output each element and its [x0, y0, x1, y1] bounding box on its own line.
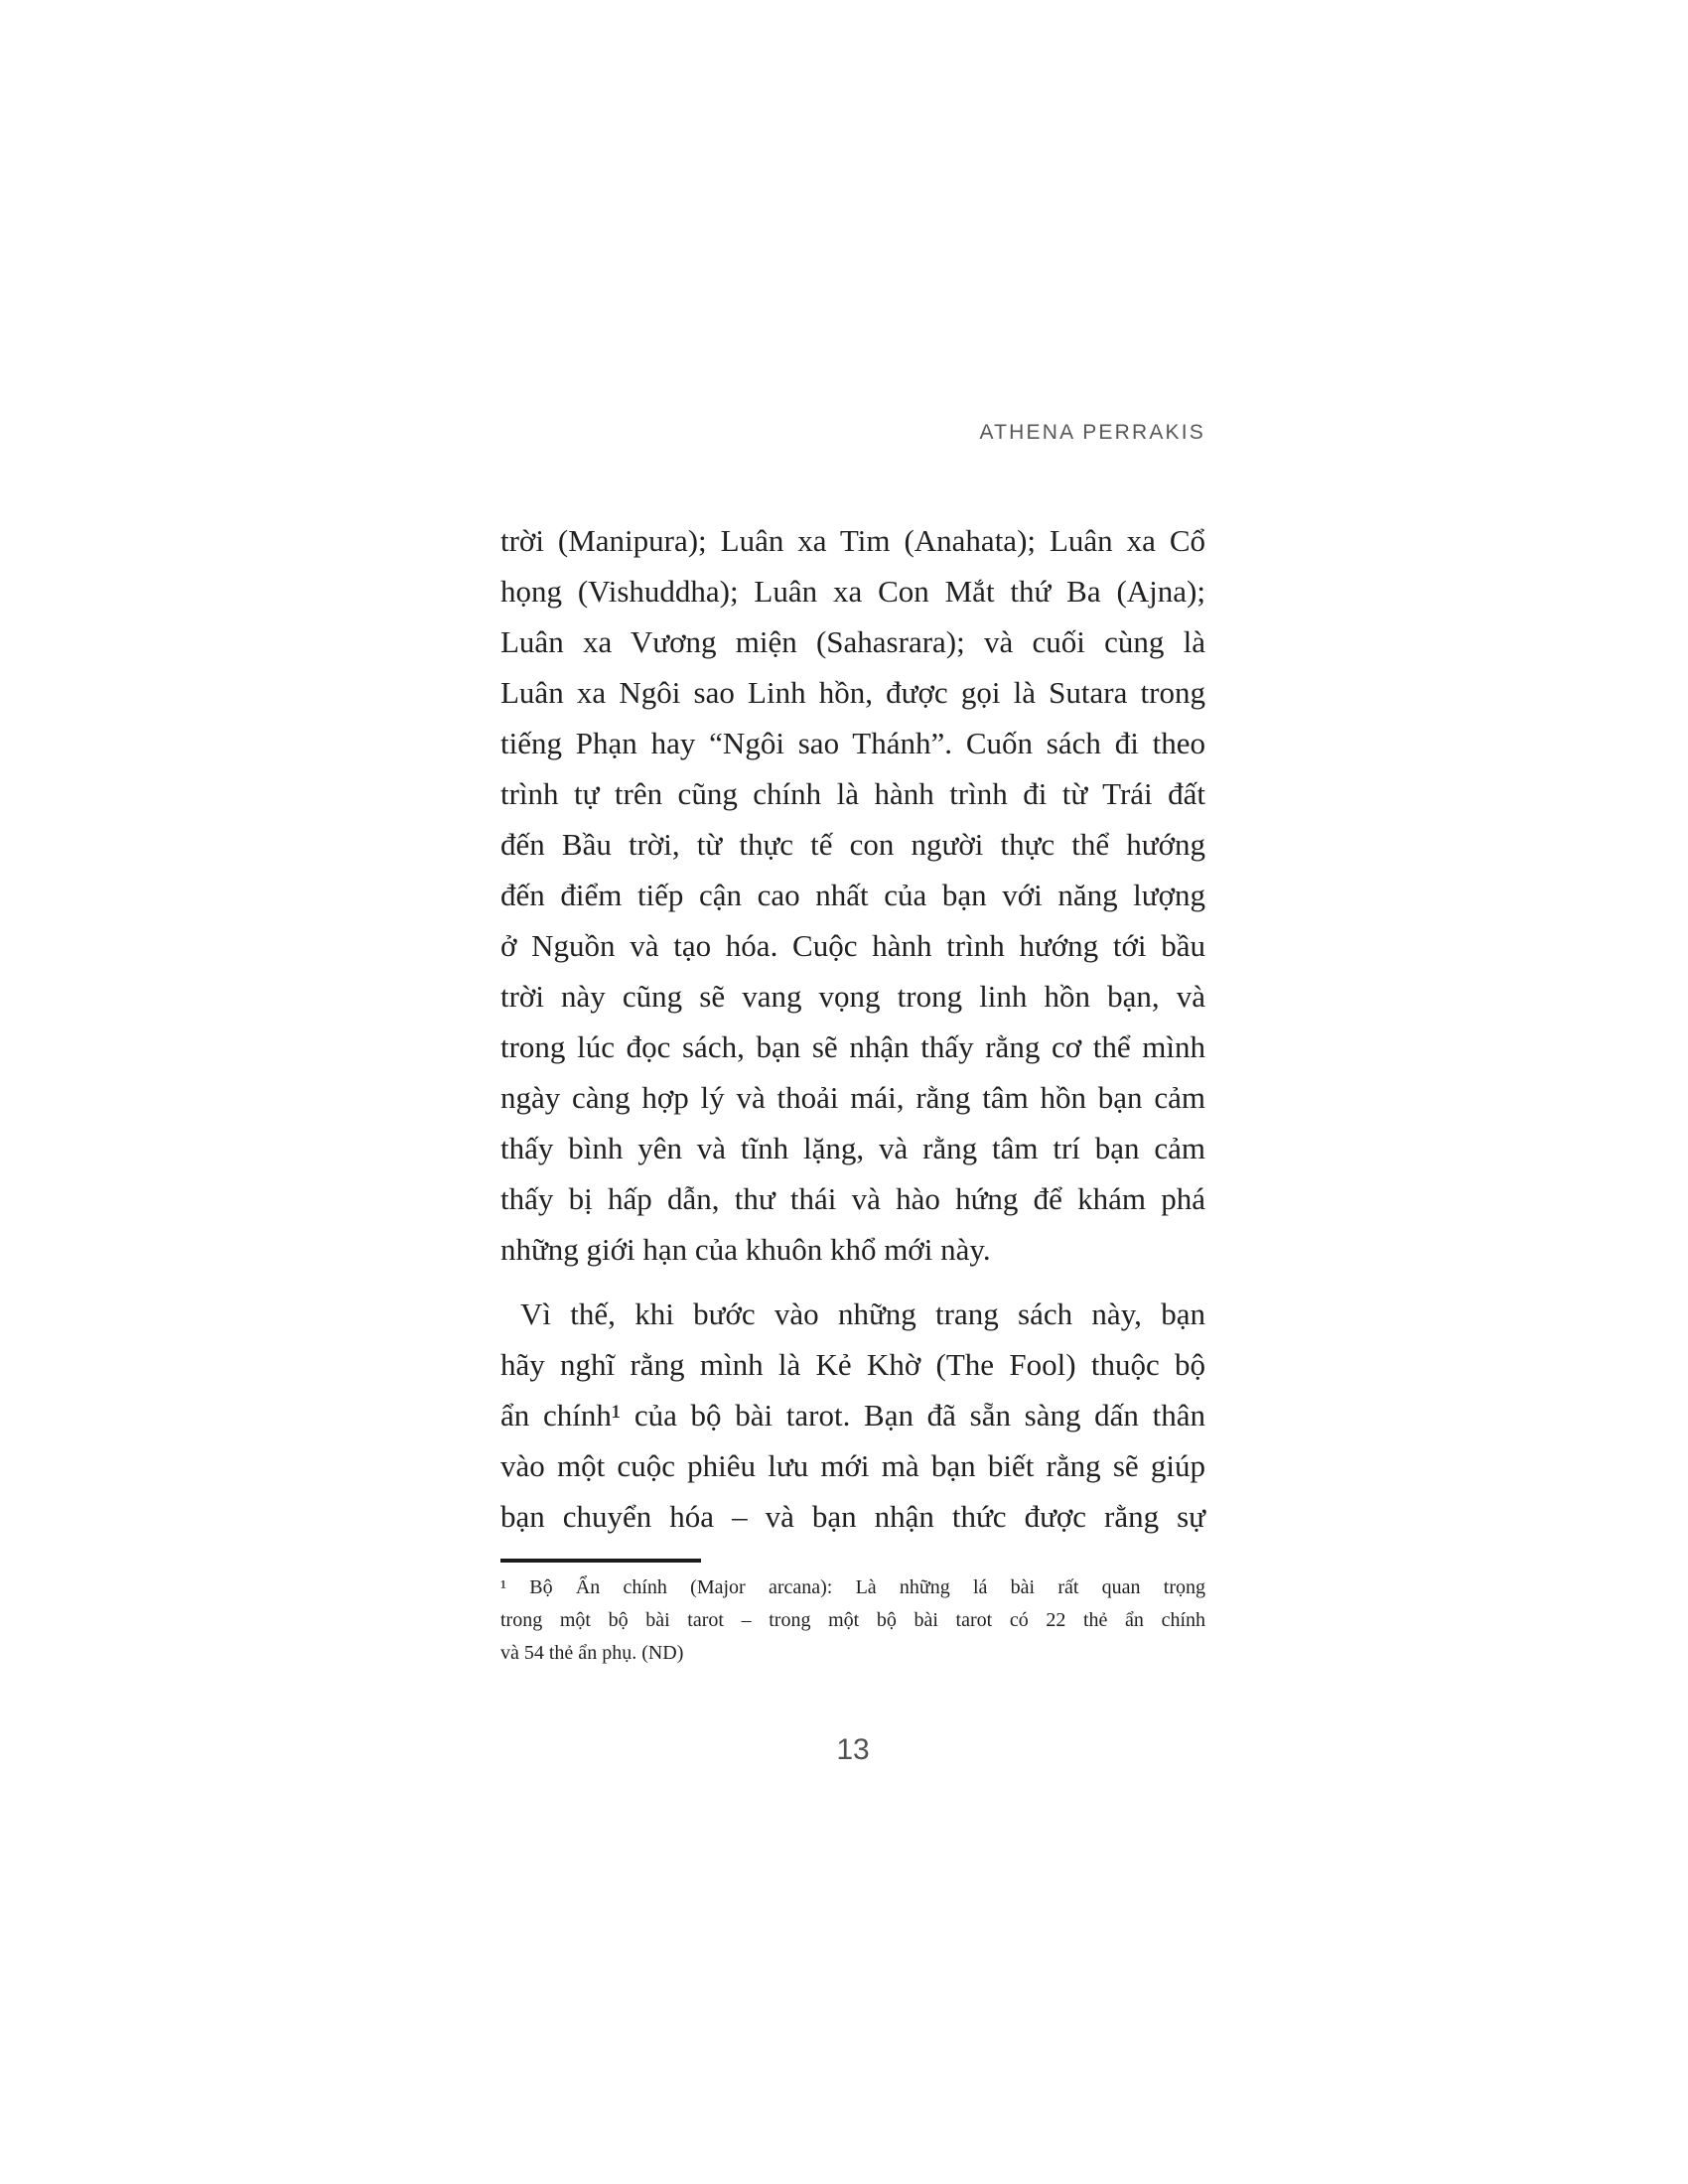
- footnote-block: [500, 1571, 1205, 1670]
- body-line: ẩn chính¹ của bộ bài tarot. Bạn đã sẵn sàng dấn thân: [500, 1398, 1205, 1433]
- body-line: tiếng Phạn hay “Ngôi sao Thánh”. Cuốn sách đi theo: [500, 726, 1205, 760]
- body-line: vào một cuộc phiêu lưu mới mà bạn biết rằng sẽ giúp: [500, 1448, 1205, 1483]
- paragraph: [500, 515, 1205, 1275]
- body-line: bạn chuyển hóa – và bạn nhận thức được rằng sự: [500, 1499, 1205, 1534]
- body-line: trời (Manipura); Luân xa Tim (Anahata); Luân xa Cổ: [500, 523, 1205, 558]
- body-line: đến Bầu trời, từ thực tế con người thực thể hướng: [500, 827, 1205, 862]
- body-line: đến điểm tiếp cận cao nhất của bạn với năng lượng: [500, 878, 1205, 912]
- body-line: Luân xa Vương miện (Sahasrara); và cuối cùng là: [500, 624, 1205, 659]
- body-line: trời này cũng sẽ vang vọng trong linh hồn bạn, và: [500, 979, 1205, 1014]
- body-line: hãy nghĩ rằng mình là Kẻ Khờ (The Fool) thuộc bộ: [500, 1347, 1205, 1382]
- running-header: ATHENA PERRAKIS: [979, 421, 1205, 444]
- body-line: những giới hạn của khuôn khổ mới này.: [500, 1232, 991, 1267]
- body-line: Vì thế, khi bước vào những trang sách này, bạn: [520, 1297, 1205, 1331]
- body-line: Luân xa Ngôi sao Linh hồn, được gọi là Sutara trong: [500, 675, 1205, 710]
- footnote-line: ¹ Bộ Ẩn chính (Major arcana): Là những lá bài rất quan trọng: [500, 1576, 1205, 1598]
- paragraph: [500, 1289, 1205, 1542]
- page-number: 13: [836, 1733, 870, 1766]
- body-line: thấy bình yên và tĩnh lặng, và rằng tâm trí bạn cảm: [500, 1131, 1205, 1165]
- footnote-line: và 54 thẻ ẩn phụ. (ND): [500, 1642, 684, 1664]
- body-line: trình tự trên cũng chính là hành trình đi từ Trái đất: [500, 776, 1205, 811]
- body-line: họng (Vishuddha); Luân xa Con Mắt thứ Ba (Ajna);: [500, 574, 1205, 609]
- body-text-block: [500, 515, 1205, 1542]
- footnote-separator: [500, 1559, 701, 1563]
- footnote-line: trong một bộ bài tarot – trong một bộ bài tarot có 22 thẻ ẩn chính: [500, 1609, 1205, 1631]
- body-line: ở Nguồn và tạo hóa. Cuộc hành trình hướng tới bầu: [500, 928, 1205, 963]
- body-line: thấy bị hấp dẫn, thư thái và hào hứng để khám phá: [500, 1181, 1205, 1216]
- body-line: trong lúc đọc sách, bạn sẽ nhận thấy rằng cơ thể mình: [500, 1029, 1205, 1064]
- body-line: ngày càng hợp lý và thoải mái, rằng tâm hồn bạn cảm: [500, 1080, 1205, 1115]
